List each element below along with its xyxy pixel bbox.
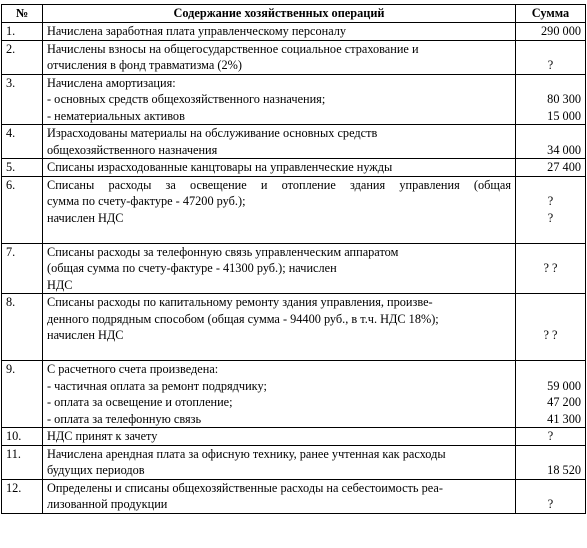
table-row bbox=[2, 243, 586, 294]
description-line: денного подрядным способом (общая сумма - 94400 руб., в т.ч. НДС 18%); bbox=[47, 311, 439, 326]
header-num: № bbox=[2, 5, 43, 23]
row-description bbox=[43, 445, 516, 479]
sum-value: 47 200 bbox=[547, 395, 581, 409]
description-line: Списаны расходы за освещение и отопление здания управления (общая bbox=[47, 177, 511, 192]
description-line: С расчетного счета произведена: bbox=[47, 362, 219, 376]
row-sum bbox=[516, 243, 586, 294]
description-line: Начислена амортизация: bbox=[47, 75, 176, 90]
description-line: Списаны расходы по капитальному ремонту здания управления, произве- bbox=[47, 295, 433, 309]
sum-value: ? bbox=[547, 429, 554, 443]
row-sum bbox=[516, 125, 586, 159]
sum-blank bbox=[520, 177, 581, 194]
sum-value: ? bbox=[547, 497, 554, 511]
sum-blank bbox=[520, 361, 581, 378]
row-description bbox=[43, 176, 516, 243]
row-description bbox=[43, 40, 516, 74]
description-line: (общая сумма по счету-фактуре - 41300 руб.); начислен bbox=[47, 261, 337, 275]
spacer bbox=[47, 226, 511, 243]
row-number: 2. bbox=[2, 40, 43, 74]
sum-blank bbox=[520, 480, 581, 497]
sum-value: 41 300 bbox=[547, 411, 581, 426]
sum-blank bbox=[520, 75, 581, 92]
table-body bbox=[2, 23, 586, 514]
description-line: - оплата за освещение и отопление; bbox=[47, 395, 233, 409]
operations-table bbox=[1, 4, 586, 514]
table-row bbox=[2, 294, 586, 361]
table-row bbox=[2, 428, 586, 446]
row-description bbox=[43, 159, 516, 177]
description-line: будущих периодов bbox=[47, 463, 145, 477]
row-sum bbox=[516, 23, 586, 41]
sum-value: 18 520 bbox=[547, 463, 581, 477]
sum-value: 290 000 bbox=[541, 24, 581, 38]
row-sum bbox=[516, 361, 586, 428]
row-number: 8. bbox=[2, 294, 43, 361]
sum-value: ? bbox=[547, 194, 554, 208]
sum-blank bbox=[520, 294, 581, 311]
row-number: 1. bbox=[2, 23, 43, 41]
description-line: НДС принят к зачету bbox=[47, 429, 158, 443]
sum-value: ? ? bbox=[543, 261, 558, 275]
row-description bbox=[43, 125, 516, 159]
description-line: Начислены взносы на общегосударственное социальное страхование и bbox=[47, 41, 419, 56]
table-row bbox=[2, 445, 586, 479]
description-line: Определены и списаны общехозяйственные расходы на себестоимость реа- bbox=[47, 480, 443, 495]
description-line: Начислена арендная плата за офисную технику, ранее учтенная как расходы bbox=[47, 446, 446, 461]
sum-value: 59 000 bbox=[547, 378, 581, 393]
row-description bbox=[43, 361, 516, 428]
sum-blank bbox=[520, 41, 581, 58]
row-description bbox=[43, 74, 516, 125]
description-line: Списаны израсходованные канцтовары на управленческие нужды bbox=[47, 160, 393, 174]
sum-value: 80 300 bbox=[547, 92, 581, 106]
row-sum bbox=[516, 159, 586, 177]
description-line: начислен НДС bbox=[47, 210, 124, 225]
table-row bbox=[2, 159, 586, 177]
row-number: 3. bbox=[2, 74, 43, 125]
description-line: сумма по счету-фактуре - 47200 руб.); bbox=[47, 194, 246, 208]
header-sum: Сумма bbox=[516, 5, 586, 23]
sum-blank bbox=[520, 311, 581, 328]
description-line: НДС bbox=[47, 277, 73, 292]
row-number: 7. bbox=[2, 243, 43, 294]
row-sum bbox=[516, 445, 586, 479]
row-description bbox=[43, 294, 516, 361]
sum-value: ? bbox=[547, 210, 554, 225]
spacer bbox=[47, 344, 511, 361]
description-line: отчисления в фонд травматизма (2%) bbox=[47, 58, 242, 72]
table-row bbox=[2, 23, 586, 41]
table-row bbox=[2, 125, 586, 159]
description-line: - нематериальных активов bbox=[47, 108, 185, 123]
description-line: общехозяйственного назначения bbox=[47, 142, 218, 157]
row-description bbox=[43, 23, 516, 41]
row-sum bbox=[516, 428, 586, 446]
sum-value: ? bbox=[547, 58, 554, 72]
row-number: 10. bbox=[2, 428, 43, 446]
row-number: 4. bbox=[2, 125, 43, 159]
row-sum bbox=[516, 176, 586, 243]
header-content: Содержание хозяйственных операций bbox=[43, 5, 516, 23]
sum-blank bbox=[520, 244, 581, 261]
description-line: Израсходованы материалы на обслуживание основных средств bbox=[47, 126, 378, 140]
row-number: 11. bbox=[2, 445, 43, 479]
table-row bbox=[2, 74, 586, 125]
sum-blank bbox=[520, 125, 581, 142]
sum-value: 27 400 bbox=[547, 160, 581, 174]
description-line: - оплата за телефонную связь bbox=[47, 411, 202, 426]
row-description bbox=[43, 428, 516, 446]
description-line: лизованной продукции bbox=[47, 497, 168, 511]
row-sum bbox=[516, 74, 586, 125]
row-number: 12. bbox=[2, 479, 43, 513]
row-number: 5. bbox=[2, 159, 43, 177]
row-description bbox=[43, 243, 516, 294]
row-number: 6. bbox=[2, 176, 43, 243]
description-line: Начислена заработная плата управленческому персоналу bbox=[47, 24, 347, 38]
sum-value: ? ? bbox=[543, 328, 558, 342]
description-line: - основных средств общехозяйственного назначения; bbox=[47, 92, 326, 106]
row-sum bbox=[516, 294, 586, 361]
sum-value: 15 000 bbox=[547, 108, 581, 123]
row-sum bbox=[516, 40, 586, 74]
sum-value: 34 000 bbox=[547, 142, 581, 157]
description-line: Списаны расходы за телефонную связь управленческим аппаратом bbox=[47, 244, 399, 259]
description-line: начислен НДС bbox=[47, 328, 124, 342]
table-row bbox=[2, 176, 586, 243]
sum-blank bbox=[520, 446, 581, 463]
table-row bbox=[2, 479, 586, 513]
row-number: 9. bbox=[2, 361, 43, 428]
table-header-row bbox=[2, 5, 586, 23]
table-row bbox=[2, 361, 586, 428]
table-row bbox=[2, 40, 586, 74]
description-line: - частичная оплата за ремонт подрядчику; bbox=[47, 378, 267, 393]
row-description bbox=[43, 479, 516, 513]
row-sum bbox=[516, 479, 586, 513]
